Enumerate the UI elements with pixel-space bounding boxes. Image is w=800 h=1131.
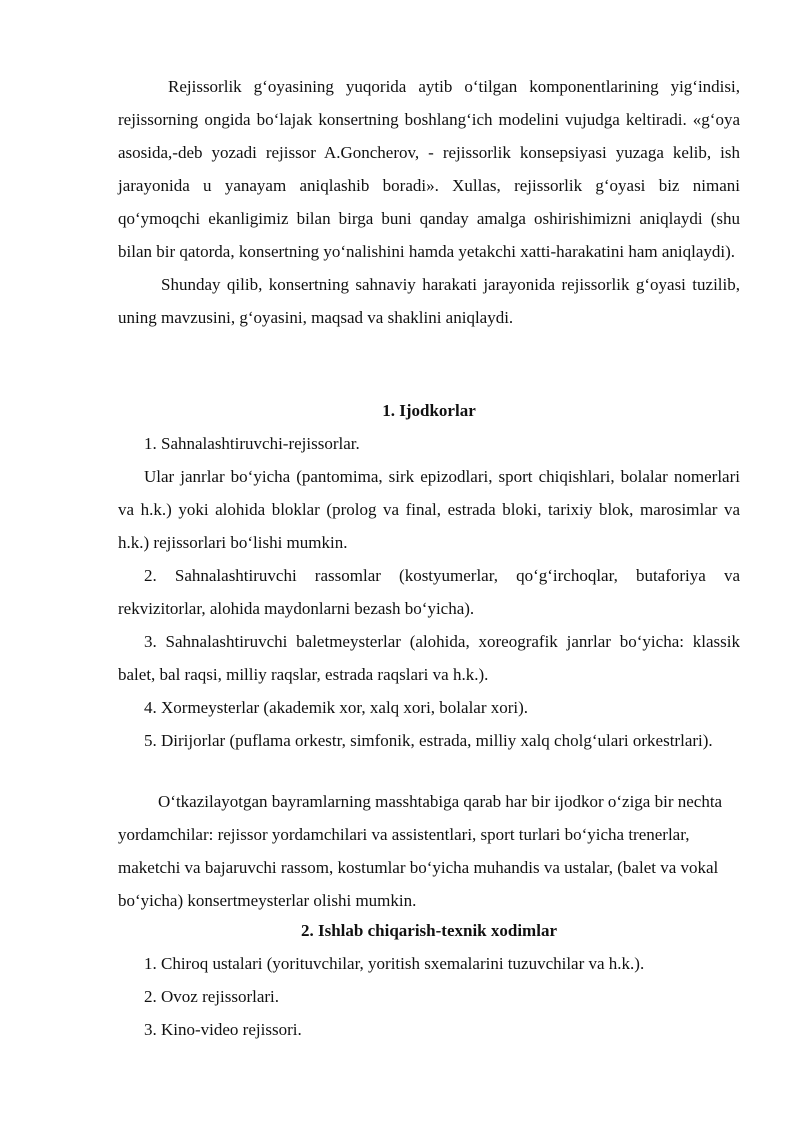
note-paragraph: O‘tkazilayotgan bayramlarning masshtabiga qarab har bir ijodkor o‘ziga bir nechta yordamchilar: rejissor yordamchilari va assistentlari, sport turlari bo‘yicha trenerlar, maketchi va bajaruvchi rassom, kostumlar bo‘yicha muhandis va ustalar, (balet va vokal bo‘yicha) konsertmeysterlar olishi mumkin.: [118, 792, 723, 910]
list-item: Ular janrlar bo‘yicha (pantomima, sirk epizodlari, sport chiqishlari, bolalar nomerlari va h.k.) yoki alohida bloklar (prolog va final, estrada bloki, tarixiy blok, marosimlar va h.k.) rejissorlari bo‘lishi mumkin.: [118, 467, 740, 552]
section-1-list: [118, 427, 740, 757]
section-2-heading: 2. Ishlab chiqarish-texnik xodimlar: [301, 921, 557, 940]
list-item: 3. Sahnalashtiruvchi baletmeysterlar (alohida, xoreografik janrlar bo‘yicha: klassik balet, bal raqsi, milliy raqslar, estrada raqslari va h.k.).: [118, 632, 740, 684]
section-2: [118, 915, 740, 1046]
list-item: 1. Sahnalashtiruvchi-rejissorlar.: [144, 434, 360, 453]
section-1-note: [118, 785, 740, 917]
intro-paragraph-1: Rejissorlik g‘oyasining yuqorida aytib o‘tilgan komponentlarining yig‘indisi, rejissorning ongida bo‘lajak konsertning boshlang‘ich modelini vujudga keltiradi. «g‘oya asosida,-deb yozadi rejissor A.Goncherov, - rejissorlik konsepsiyasi yuzaga kelib, ish jarayonida u yanayam aniqlashib boradi». Xullas, rejissorlik g‘oyasi biz nimani qo‘ymoqchi ekanligimiz bilan birga buni qanday amalga oshirishimizni aniqlaydi (shu bilan bir qatorda, konsertning yo‘nalishini hamda yetakchi xatti-harakatini ham aniqlaydi).: [118, 77, 740, 261]
intro-paragraph-2: Shunday qilib, konsertning sahnaviy harakati jarayonida rejissorlik g‘oyasi tuzilib, uning mavzusini, g‘oyasini, maqsad va shaklini aniqlaydi.: [118, 275, 740, 327]
section-1-heading: 1. Ijodkorlar: [382, 401, 476, 420]
section-1: [118, 394, 740, 757]
list-item: 1. Chiroq ustalari (yorituvchilar, yoritish sxemalarini tuzuvchilar va h.k.).: [144, 954, 645, 973]
list-item: 2. Sahnalashtiruvchi rassomlar (kostyumerlar, qo‘g‘irchoqlar, butaforiya va rekvizitorlar, alohida maydonlarni bezash bo‘yicha).: [118, 566, 740, 618]
list-item: 2. Ovoz rejissorlari.: [144, 987, 280, 1006]
intro-section: [118, 70, 740, 334]
list-item: 4. Xormeysterlar (akademik xor, xalq xori, bolalar xori).: [144, 698, 529, 717]
list-item: 3. Kino-video rejissori.: [144, 1020, 302, 1039]
list-item: 5. Dirijorlar (puflama orkestr, simfonik, estrada, milliy xalq cholg‘ulari orkestrlari).: [144, 731, 713, 750]
section-2-list: [118, 947, 740, 1046]
